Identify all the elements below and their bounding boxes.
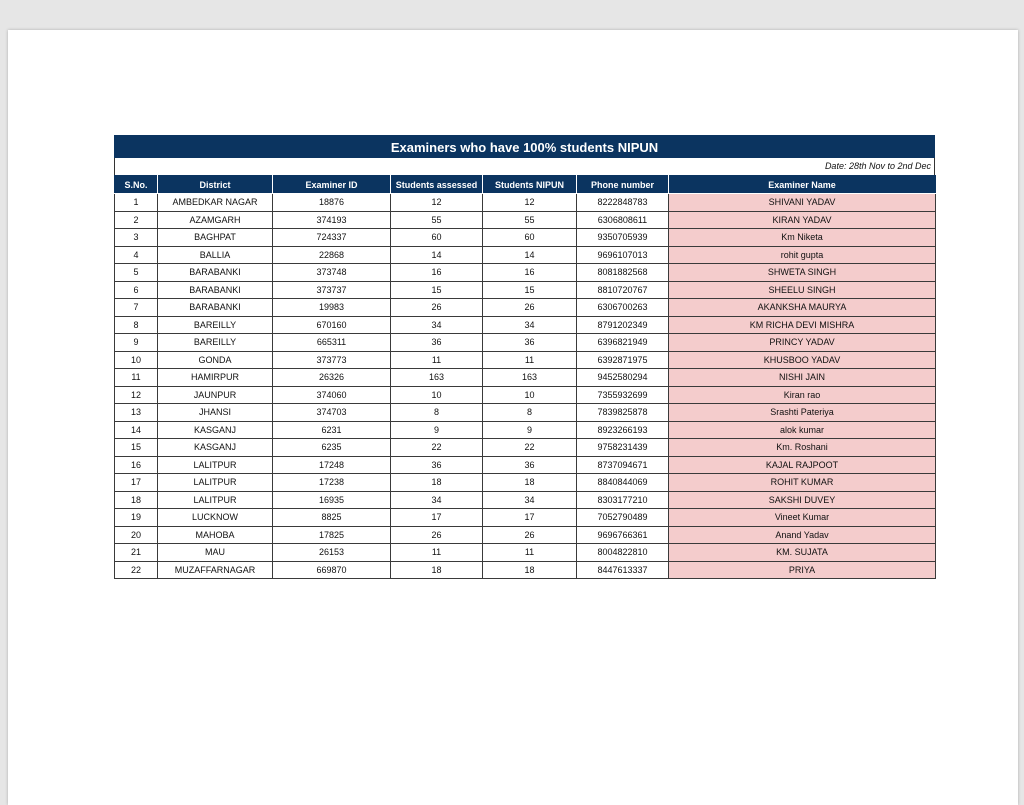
sno-cell: 16 [115,456,158,474]
students-nipun-cell: 15 [483,281,577,299]
sno-cell: 18 [115,491,158,509]
sno-cell: 14 [115,421,158,439]
table-row [115,561,936,579]
examiner-id-cell: 374703 [273,404,391,422]
examiners-table [114,175,936,579]
sno-cell: 1 [115,194,158,212]
sno-cell: 4 [115,246,158,264]
examiner-name-cell: KAJAL RAJPOOT [669,456,936,474]
table-row [115,351,936,369]
examiner-name-cell: KIRAN YADAV [669,211,936,229]
examiner-id-cell: 724337 [273,229,391,247]
students-nipun-cell: 16 [483,264,577,282]
examiner-name-cell: ROHIT KUMAR [669,474,936,492]
students-assessed-cell: 26 [391,299,483,317]
phone-number-cell: 9452580294 [577,369,669,387]
examiner-name-cell: KM RICHA DEVI MISHRA [669,316,936,334]
examiner-name-cell: Anand Yadav [669,526,936,544]
examiner-id-cell: 6231 [273,421,391,439]
phone-number-cell: 6396821949 [577,334,669,352]
students-assessed-cell: 11 [391,351,483,369]
table-row [115,404,936,422]
phone-number-cell: 7052790489 [577,509,669,527]
examiner-name-cell: SAKSHI DUVEY [669,491,936,509]
table-row [115,491,936,509]
examiner-id-cell: 373737 [273,281,391,299]
phone-number-cell: 9696107013 [577,246,669,264]
sno-cell: 22 [115,561,158,579]
table-row [115,316,936,334]
students-assessed-cell: 15 [391,281,483,299]
phone-number-cell: 8923266193 [577,421,669,439]
sno-cell: 15 [115,439,158,457]
table-row [115,264,936,282]
phone-number-cell: 8447613337 [577,561,669,579]
table-row [115,246,936,264]
students-assessed-cell: 11 [391,544,483,562]
examiner-name-cell: KHUSBOO YADAV [669,351,936,369]
table-row [115,474,936,492]
sno-cell: 21 [115,544,158,562]
table-row [115,439,936,457]
phone-number-cell: 8222848783 [577,194,669,212]
table-row [115,421,936,439]
district-cell: BARABANKI [158,299,273,317]
students-assessed-cell: 18 [391,474,483,492]
examiner-name-cell: SHIVANI YADAV [669,194,936,212]
column-header-examiner-id: Examiner ID [273,176,391,194]
students-assessed-cell: 34 [391,316,483,334]
sno-cell: 8 [115,316,158,334]
sno-cell: 17 [115,474,158,492]
students-nipun-cell: 163 [483,369,577,387]
students-nipun-cell: 11 [483,544,577,562]
district-cell: BAREILLY [158,316,273,334]
examiner-id-cell: 373748 [273,264,391,282]
table-body [115,194,936,579]
district-cell: AZAMGARH [158,211,273,229]
students-nipun-cell: 14 [483,246,577,264]
students-nipun-cell: 34 [483,316,577,334]
column-header-students-assessed: Students assessed [391,176,483,194]
district-cell: BALLIA [158,246,273,264]
students-assessed-cell: 10 [391,386,483,404]
sno-cell: 10 [115,351,158,369]
phone-number-cell: 6306808611 [577,211,669,229]
examiner-name-cell: NISHI JAIN [669,369,936,387]
students-nipun-cell: 26 [483,526,577,544]
examiner-id-cell: 26153 [273,544,391,562]
students-nipun-cell: 36 [483,334,577,352]
examiner-id-cell: 18876 [273,194,391,212]
students-nipun-cell: 12 [483,194,577,212]
column-header-district: District [158,176,273,194]
table-row [115,194,936,212]
phone-number-cell: 6306700263 [577,299,669,317]
table-row [115,334,936,352]
examiner-name-cell: AKANKSHA MAURYA [669,299,936,317]
column-header-phone-number: Phone number [577,176,669,194]
students-nipun-cell: 8 [483,404,577,422]
students-assessed-cell: 9 [391,421,483,439]
examiner-id-cell: 669870 [273,561,391,579]
phone-number-cell: 8737094671 [577,456,669,474]
phone-number-cell: 8791202349 [577,316,669,334]
students-nipun-cell: 17 [483,509,577,527]
phone-number-cell: 6392871975 [577,351,669,369]
column-header-sno: S.No. [115,176,158,194]
examiner-name-cell: Srashti Pateriya [669,404,936,422]
examiner-id-cell: 16935 [273,491,391,509]
district-cell: KASGANJ [158,421,273,439]
phone-number-cell: 9758231439 [577,439,669,457]
students-assessed-cell: 36 [391,334,483,352]
district-cell: BARABANKI [158,281,273,299]
examiner-name-cell: PRINCY YADAV [669,334,936,352]
students-assessed-cell: 163 [391,369,483,387]
students-assessed-cell: 16 [391,264,483,282]
phone-number-cell: 8840844069 [577,474,669,492]
students-nipun-cell: 36 [483,456,577,474]
students-assessed-cell: 55 [391,211,483,229]
students-nipun-cell: 26 [483,299,577,317]
phone-number-cell: 7839825878 [577,404,669,422]
district-cell: LALITPUR [158,474,273,492]
phone-number-cell: 7355932699 [577,386,669,404]
table-header-row [115,176,936,194]
examiner-id-cell: 19983 [273,299,391,317]
students-nipun-cell: 22 [483,439,577,457]
table-row [115,526,936,544]
district-cell: AMBEDKAR NAGAR [158,194,273,212]
students-nipun-cell: 11 [483,351,577,369]
examiner-id-cell: 22868 [273,246,391,264]
sno-cell: 2 [115,211,158,229]
students-assessed-cell: 34 [391,491,483,509]
district-cell: JHANSI [158,404,273,422]
district-cell: LUCKNOW [158,509,273,527]
examiner-id-cell: 17825 [273,526,391,544]
district-cell: LALITPUR [158,491,273,509]
sno-cell: 3 [115,229,158,247]
table-row [115,386,936,404]
phone-number-cell: 8303177210 [577,491,669,509]
sno-cell: 20 [115,526,158,544]
examiner-id-cell: 373773 [273,351,391,369]
examiner-name-cell: Km. Roshani [669,439,936,457]
students-assessed-cell: 17 [391,509,483,527]
examiner-name-cell: Kiran rao [669,386,936,404]
students-nipun-cell: 18 [483,561,577,579]
examiner-id-cell: 8825 [273,509,391,527]
examiner-id-cell: 17248 [273,456,391,474]
table-row [115,299,936,317]
district-cell: KASGANJ [158,439,273,457]
students-assessed-cell: 60 [391,229,483,247]
examiner-name-cell: KM. SUJATA [669,544,936,562]
phone-number-cell: 8004822810 [577,544,669,562]
table-row [115,456,936,474]
table-row [115,509,936,527]
phone-number-cell: 9696766361 [577,526,669,544]
examiner-name-cell: PRIYA [669,561,936,579]
sno-cell: 7 [115,299,158,317]
district-cell: JAUNPUR [158,386,273,404]
examiner-id-cell: 665311 [273,334,391,352]
students-assessed-cell: 14 [391,246,483,264]
date-note: Date: 28th Nov to 2nd Dec [114,158,935,175]
district-cell: MUZAFFARNAGAR [158,561,273,579]
table-row [115,211,936,229]
examiner-name-cell: SHEELU SINGH [669,281,936,299]
district-cell: BAREILLY [158,334,273,352]
district-cell: MAHOBA [158,526,273,544]
district-cell: HAMIRPUR [158,369,273,387]
examiner-id-cell: 6235 [273,439,391,457]
table-row [115,229,936,247]
examiner-sheet [114,135,935,579]
table-row [115,544,936,562]
sno-cell: 9 [115,334,158,352]
examiner-id-cell: 670160 [273,316,391,334]
table-row [115,281,936,299]
examiner-name-cell: alok kumar [669,421,936,439]
students-assessed-cell: 12 [391,194,483,212]
sno-cell: 11 [115,369,158,387]
students-assessed-cell: 26 [391,526,483,544]
students-assessed-cell: 22 [391,439,483,457]
district-cell: GONDA [158,351,273,369]
students-assessed-cell: 8 [391,404,483,422]
phone-number-cell: 8810720767 [577,281,669,299]
sno-cell: 13 [115,404,158,422]
students-nipun-cell: 18 [483,474,577,492]
column-header-examiner-name: Examiner Name [669,176,936,194]
phone-number-cell: 9350705939 [577,229,669,247]
examiner-name-cell: Km Niketa [669,229,936,247]
district-cell: BAGHPAT [158,229,273,247]
sheet-title: Examiners who have 100% students NIPUN [114,135,935,158]
examiner-id-cell: 374193 [273,211,391,229]
examiner-name-cell: Vineet Kumar [669,509,936,527]
students-assessed-cell: 18 [391,561,483,579]
students-nipun-cell: 55 [483,211,577,229]
examiner-name-cell: rohit gupta [669,246,936,264]
sno-cell: 19 [115,509,158,527]
district-cell: BARABANKI [158,264,273,282]
sno-cell: 12 [115,386,158,404]
students-assessed-cell: 36 [391,456,483,474]
examiner-id-cell: 374060 [273,386,391,404]
district-cell: MAU [158,544,273,562]
examiner-id-cell: 17238 [273,474,391,492]
students-nipun-cell: 9 [483,421,577,439]
examiner-id-cell: 26326 [273,369,391,387]
students-nipun-cell: 60 [483,229,577,247]
examiner-name-cell: SHWETA SINGH [669,264,936,282]
column-header-students-nipun: Students NIPUN [483,176,577,194]
sno-cell: 6 [115,281,158,299]
students-nipun-cell: 34 [483,491,577,509]
table-row [115,369,936,387]
students-nipun-cell: 10 [483,386,577,404]
sno-cell: 5 [115,264,158,282]
district-cell: LALITPUR [158,456,273,474]
phone-number-cell: 8081882568 [577,264,669,282]
